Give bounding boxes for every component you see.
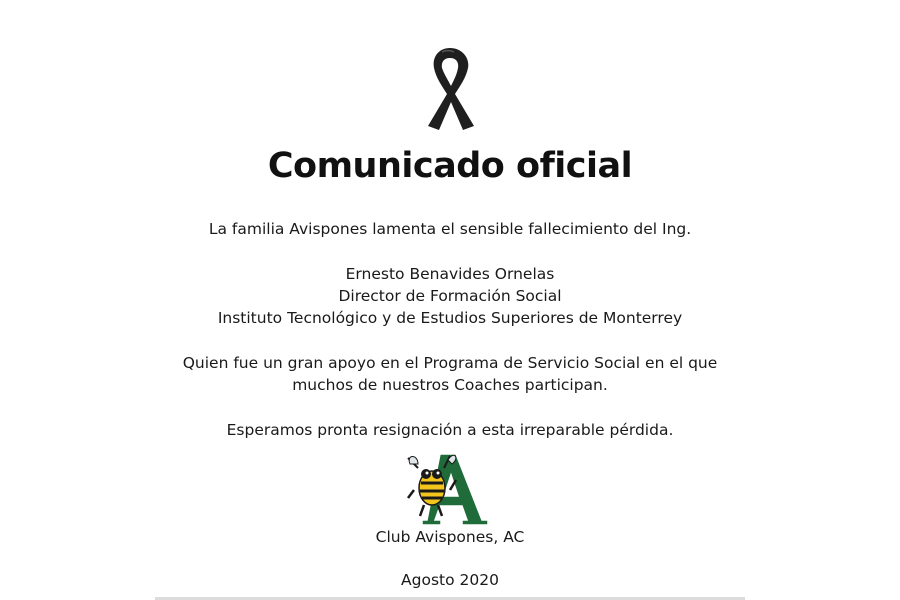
club-avispones-logo [404, 450, 490, 526]
person-role: Director de Formación Social [338, 287, 562, 305]
mourning-ribbon-icon [420, 42, 480, 132]
person-institution: Instituto Tecnológico y de Estudios Superiores de Monterrey [217, 309, 683, 327]
tribute-line-1: Quien fue un gran apoyo en el Programa de Servicio Social en el que [182, 354, 718, 372]
tribute-line-2: muchos de nuestros Coaches participan. [292, 376, 608, 394]
person-name: Ernesto Benavides Ornelas [345, 265, 555, 283]
date-text: Agosto 2020 [401, 571, 499, 589]
signature-text: Club Avispones, AC [375, 528, 525, 546]
condolence-text: Esperamos pronta resignación a esta irreparable pérdida. [226, 421, 674, 439]
intro-text: La familia Avispones lamenta el sensible fallecimiento del Ing. [208, 220, 692, 238]
page-title: Comunicado oficial [267, 146, 633, 186]
